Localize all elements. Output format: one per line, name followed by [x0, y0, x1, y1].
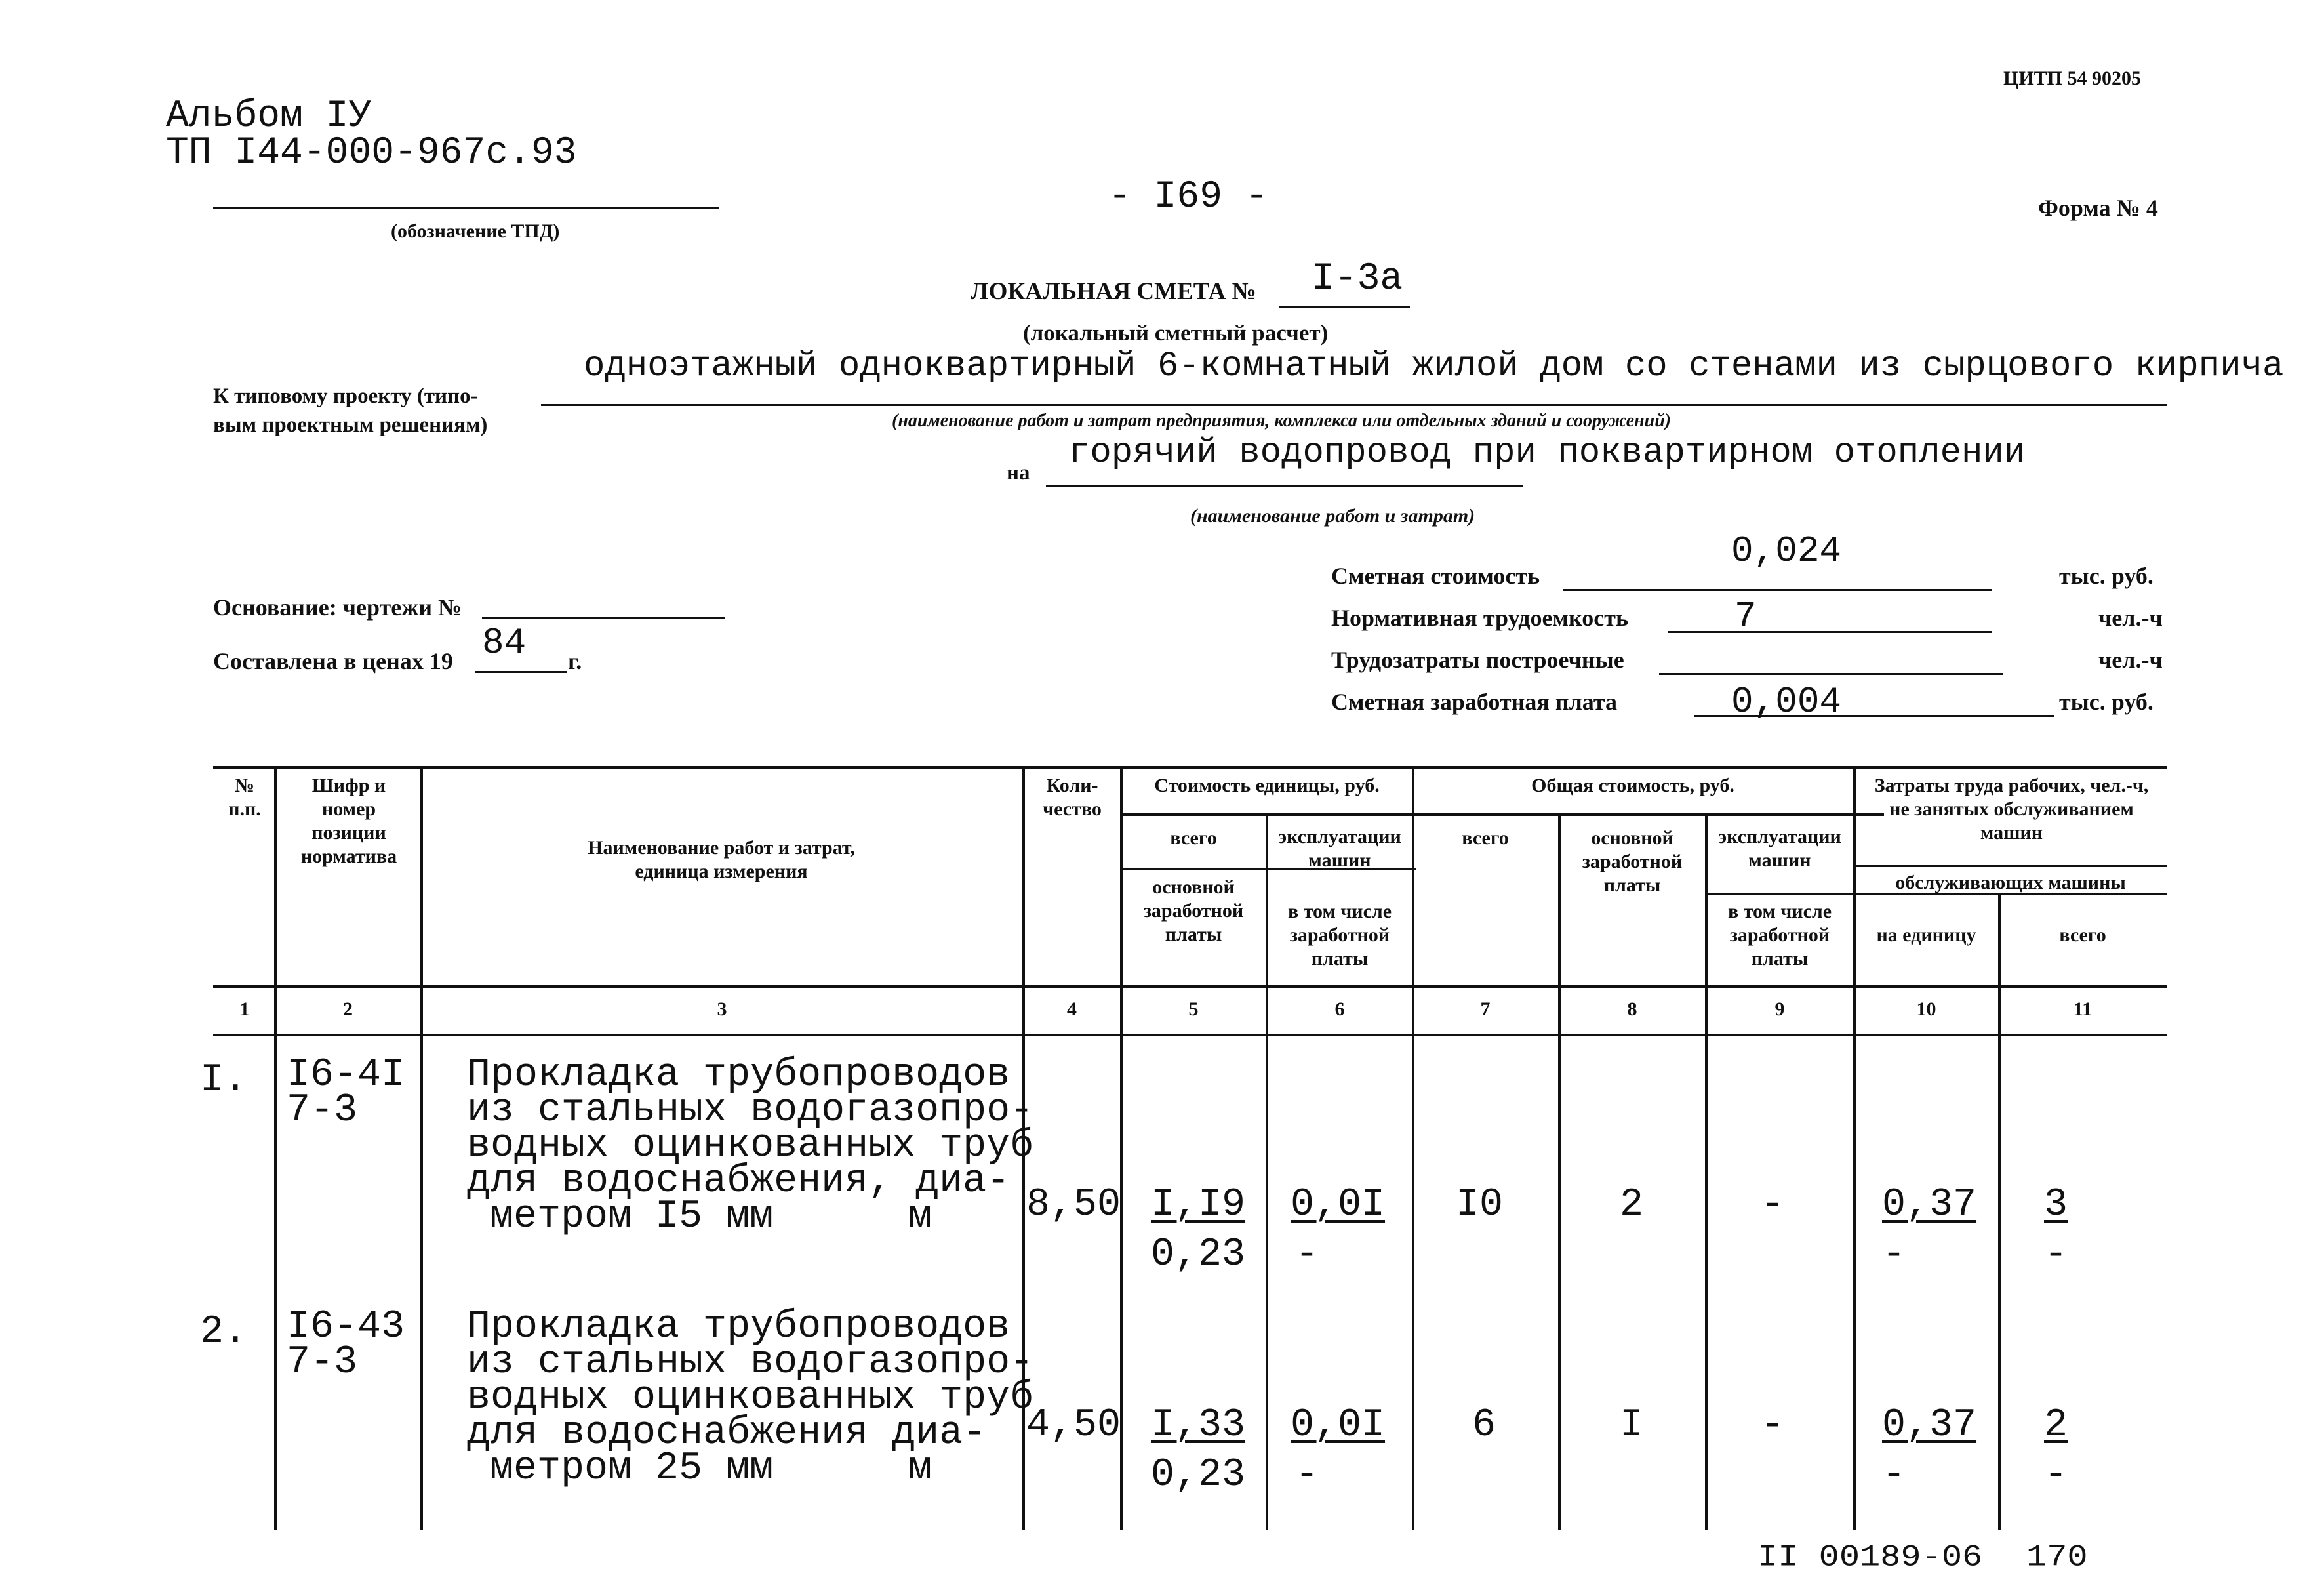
col-header-5-wage: основной заработной платы	[1143, 876, 1244, 945]
col-number-3: 3	[717, 998, 727, 1020]
row-number: I.	[200, 1058, 248, 1103]
work-caption: (наименование работ и затрат)	[1190, 505, 1475, 527]
header-sub-line-labor	[1855, 865, 2167, 867]
row-unit-cost-all: I,33	[1151, 1403, 1246, 1448]
col-number-9: 9	[1774, 998, 1785, 1020]
col-header-11-all: всего	[2059, 924, 2106, 946]
cost-label: Сметная стоимость	[1331, 563, 1540, 589]
row-name: из стальных водогазопро-	[467, 1088, 1034, 1133]
site-labor-label: Трудозатраты построечные	[1331, 647, 1624, 673]
tp-number: ТП I44-000-967с.93	[166, 132, 577, 174]
col-header-labor: Затраты труда рабочих, чел.-ч, не занятых обслуживанием машин	[1874, 775, 2149, 844]
prices-suffix: г.	[568, 648, 582, 674]
col-header-7-all: всего	[1462, 827, 1509, 849]
row-labor-unit: 0,37	[1882, 1183, 1977, 1227]
row-labor-unit-machine: -	[1882, 1232, 1906, 1277]
row-total-all: 6	[1472, 1403, 1496, 1448]
wage-underline	[1694, 715, 2054, 717]
estimate-title: ЛОКАЛЬНАЯ СМЕТА №	[971, 278, 1256, 305]
row-unit-cost-machine: 0,0I	[1291, 1403, 1386, 1448]
labor-underline	[1668, 631, 1992, 633]
project-label-1: К типовому проекту (типо-	[213, 384, 478, 408]
col-header-6-incl: в том числе заработной платы	[1287, 901, 1392, 969]
row-unit: м	[908, 1194, 932, 1239]
row-quantity: 8,50	[1026, 1183, 1121, 1227]
row-unit-cost-machine-wage: -	[1295, 1232, 1319, 1277]
col-divider-1	[274, 766, 277, 1530]
col-header-9-incl: в том числе заработной платы	[1727, 901, 1832, 969]
row-unit-cost-wage: 0,23	[1151, 1453, 1246, 1497]
row-labor-total: 2	[2044, 1403, 2068, 1448]
number-row-bottom-line	[213, 1034, 2167, 1036]
footer-stamp-page: 170	[2026, 1540, 2088, 1576]
wage-label: Сметная заработная плата	[1331, 689, 1617, 715]
row-name: водных оцинкованных труб	[467, 1124, 1034, 1168]
project-caption: (наименование работ и затрат предприятия, комплекса или отдельных зданий и сооружений)	[892, 411, 1672, 431]
work-name: горячий водопровод при поквартирном отоплении	[1069, 433, 2026, 473]
col-number-11: 11	[2073, 998, 2093, 1020]
col-header-name: Наименование работ и затрат, единица измерения	[588, 837, 855, 882]
col-number-7: 7	[1480, 998, 1491, 1020]
row-labor-total-machine: -	[2044, 1232, 2068, 1277]
estimate-number-underline	[1279, 306, 1410, 308]
col-header-9-machine: эксплуатации машин	[1718, 826, 1841, 871]
col-header-6-machine: эксплуатации машин	[1278, 826, 1401, 871]
wage-unit: тыс. руб.	[2059, 689, 2154, 715]
wage-value: 0,004	[1731, 681, 1842, 723]
form-label: Форма № 4	[2038, 195, 2158, 221]
project-name-underline	[541, 404, 2167, 406]
col-number-8: 8	[1627, 998, 1637, 1020]
tpd-caption: (обозначение ТПД)	[391, 220, 560, 242]
table-top-border	[213, 766, 2167, 769]
prices-year: 84	[482, 622, 527, 664]
row-name: водных оцинкованных труб	[467, 1375, 1034, 1420]
prices-year-underline	[475, 671, 567, 673]
row-name: из стальных водогазопро-	[467, 1340, 1034, 1385]
row-name: метром I5 мм	[490, 1194, 774, 1239]
header-bottom-line	[213, 985, 2167, 988]
header-sub-line-1	[1121, 813, 1884, 816]
row-quantity: 4,50	[1026, 1403, 1121, 1448]
col-header-qty: Коли-чество	[1043, 775, 1102, 820]
col-header-8-wage: основной заработной платы	[1582, 827, 1683, 896]
row-code: I6-4I	[287, 1053, 405, 1097]
col-header-num: № п.п.	[228, 775, 261, 820]
project-label-2: вым проектным решениям)	[213, 413, 488, 437]
drawings-underline	[482, 617, 725, 619]
row-name: Прокладка трубопроводов	[467, 1305, 1011, 1349]
row-labor-unit: 0,37	[1882, 1403, 1977, 1448]
row-name: Прокладка трубопроводов	[467, 1053, 1011, 1097]
row-code: I6-43	[287, 1305, 405, 1349]
col-divider-2	[420, 766, 423, 1530]
row-total-wage: I	[1620, 1403, 1644, 1448]
labor-unit: чел.-ч	[2098, 605, 2163, 631]
row-total-machine: -	[1761, 1183, 1785, 1227]
col-number-4: 4	[1067, 998, 1077, 1020]
row-code: 7-3	[287, 1088, 358, 1133]
footer-stamp-code: II 00189-06	[1757, 1540, 1983, 1576]
row-unit-cost-machine-wage: -	[1295, 1453, 1319, 1497]
estimate-subtitle: (локальный сметный расчет)	[1023, 320, 1329, 346]
col-header-labor-machine: обслуживающих машины	[1895, 872, 2126, 893]
cost-value: 0,024	[1731, 530, 1842, 572]
on-label: на	[1007, 461, 1030, 485]
document-code: ЦИТП 54 90205	[2003, 68, 2142, 89]
row-unit: м	[908, 1446, 932, 1491]
row-number: 2.	[200, 1310, 248, 1354]
col-header-10-unit: на единицу	[1876, 924, 1976, 946]
prices-label: Составлена в ценах 19	[213, 648, 453, 674]
work-name-underline	[1046, 485, 1523, 487]
row-unit-cost-wage: 0,23	[1151, 1232, 1246, 1277]
row-labor-total-machine: -	[2044, 1453, 2068, 1497]
row-name: для водоснабжения, диа-	[467, 1159, 1011, 1204]
site-labor-underline	[1659, 673, 2003, 675]
col-header-5-all: всего	[1170, 827, 1217, 849]
tpd-underline	[213, 207, 719, 209]
col-number-1: 1	[239, 998, 250, 1020]
labor-value: 7	[1734, 596, 1757, 638]
project-name: одноэтажный одноквартирный 6-комнатный жилой дом со стенами из сырцового кирпича	[584, 346, 2284, 386]
row-unit-cost-machine: 0,0I	[1291, 1183, 1386, 1227]
estimate-number: I-3а	[1312, 258, 1403, 300]
album-label: Альбом IУ	[166, 95, 372, 138]
col-header-code: Шифр и номер позиции норматива	[300, 775, 397, 867]
site-labor-unit: чел.-ч	[2098, 647, 2163, 673]
row-total-wage: 2	[1620, 1183, 1644, 1227]
cost-unit: тыс. руб.	[2059, 563, 2154, 589]
page-number: - I69 -	[1108, 176, 1268, 218]
row-code: 7-3	[287, 1340, 358, 1385]
row-name: метром 25 мм	[490, 1446, 774, 1491]
row-unit-cost-all: I,I9	[1151, 1183, 1246, 1227]
row-total-all: I0	[1456, 1183, 1504, 1227]
col-number-10: 10	[1916, 998, 1936, 1020]
row-labor-unit-machine: -	[1882, 1453, 1906, 1497]
col-number-5: 5	[1188, 998, 1199, 1020]
col-number-2: 2	[343, 998, 353, 1020]
drawings-label: Основание: чертежи №	[213, 594, 462, 621]
cost-underline	[1563, 589, 1992, 591]
col-divider-10	[1998, 893, 2001, 1530]
row-total-machine: -	[1761, 1403, 1785, 1448]
col-divider-7	[1558, 813, 1561, 1530]
col-header-total-cost: Общая стоимость, руб.	[1531, 775, 1734, 796]
row-name: для водоснабжения диа-	[467, 1411, 987, 1456]
labor-label: Нормативная трудоемкость	[1331, 605, 1628, 631]
col-divider-6	[1412, 766, 1414, 1530]
row-labor-total: 3	[2044, 1183, 2068, 1227]
col-number-6: 6	[1334, 998, 1345, 1020]
col-header-unit-cost: Стоимость единицы, руб.	[1154, 775, 1380, 796]
